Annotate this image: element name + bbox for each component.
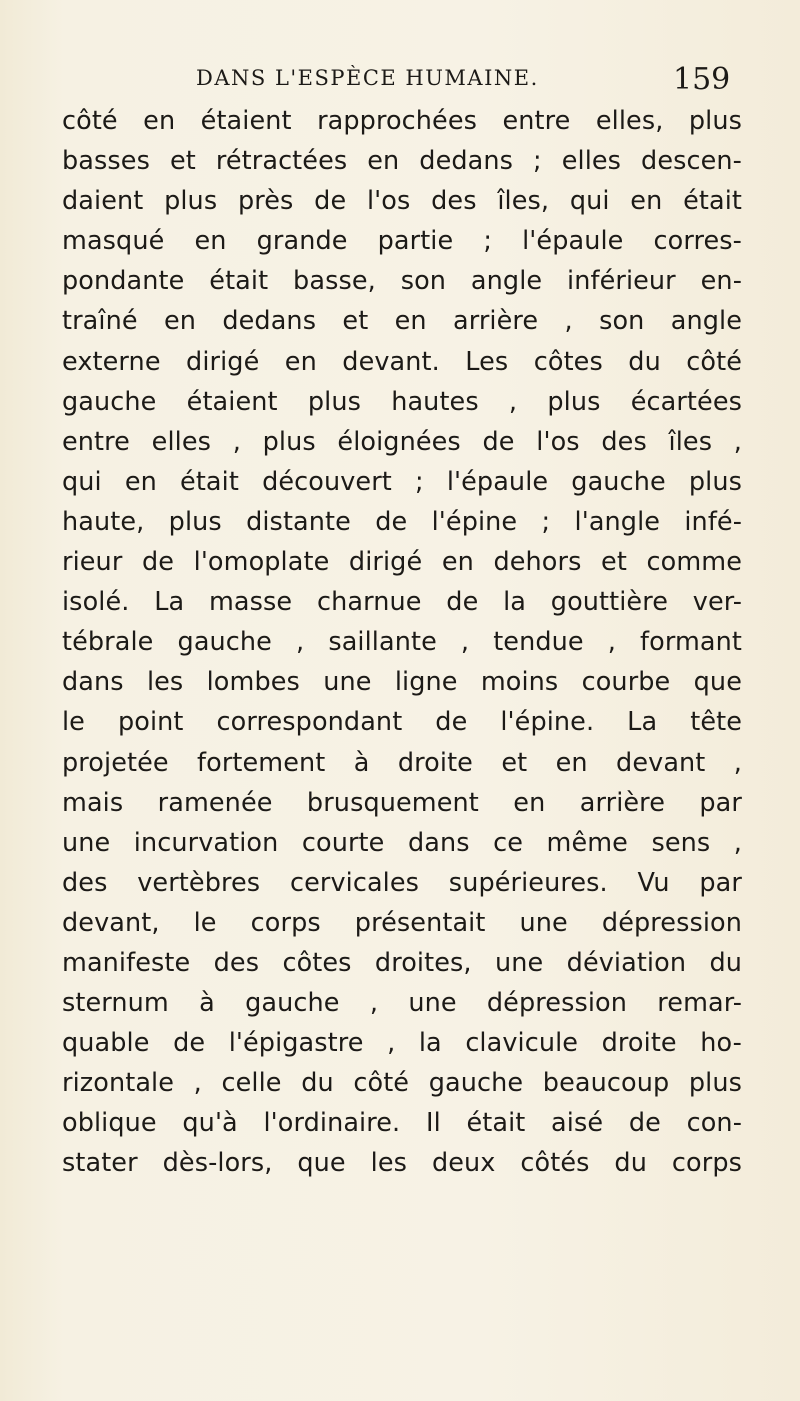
text-line: entre elles , plus éloignées de l'os des îles , (62, 426, 742, 457)
page-number: 159 (673, 62, 731, 97)
text-line: daient plus près de l'os des îles, qui en était (62, 186, 742, 217)
text-line: isolé. La masse charnue de la gouttière ver- (62, 587, 742, 618)
text-line: projetée fortement à droite et en devant , (62, 747, 742, 778)
text-line: stater dès-lors, que les deux côtés du corps (62, 1148, 742, 1179)
body-text (62, 101, 742, 1184)
text-line: tébrale gauche , saillante , tendue , formant (62, 627, 742, 658)
text-line: pondante était basse, son angle inférieur en- (62, 266, 742, 297)
text-line: basses et rétractées en dedans ; elles descen- (62, 146, 742, 177)
text-line: sternum à gauche , une dépression remar- (62, 988, 742, 1019)
text-line: masqué en grande partie ; l'épaule corres- (62, 226, 742, 257)
running-head: DANS L'ESPÈCE HUMAINE. (196, 66, 539, 90)
text-line: devant, le corps présentait une dépression (62, 907, 742, 938)
text-line: rieur de l'omoplate dirigé en dehors et comme (62, 547, 742, 578)
text-line: haute, plus distante de l'épine ; l'angle infé- (62, 506, 742, 537)
text-line: manifeste des côtes droites, une déviation du (62, 947, 742, 978)
text-line: rizontale , celle du côté gauche beaucoup plus (62, 1068, 742, 1099)
text-line: oblique qu'à l'ordinaire. Il était aisé de con- (62, 1108, 742, 1139)
text-line: qui en était découvert ; l'épaule gauche plus (62, 466, 742, 497)
text-line: côté en étaient rapprochées entre elles, plus (62, 106, 742, 136)
text-line: traîné en dedans et en arrière , son angle (62, 306, 742, 337)
text-line: gauche étaient plus hautes , plus écartées (62, 386, 742, 417)
text-line: une incurvation courte dans ce même sens , (62, 827, 742, 858)
text-line: le point correspondant de l'épine. La tête (62, 707, 742, 738)
page-header (0, 62, 800, 106)
text-line: des vertèbres cervicales supérieures. Vu par (62, 867, 742, 898)
text-line: externe dirigé en devant. Les côtes du côté (62, 346, 742, 377)
text-line: dans les lombes une ligne moins courbe que (62, 667, 742, 698)
text-line: quable de l'épigastre , la clavicule droite ho- (62, 1028, 742, 1059)
text-line: mais ramenée brusquement en arrière par (62, 787, 742, 818)
